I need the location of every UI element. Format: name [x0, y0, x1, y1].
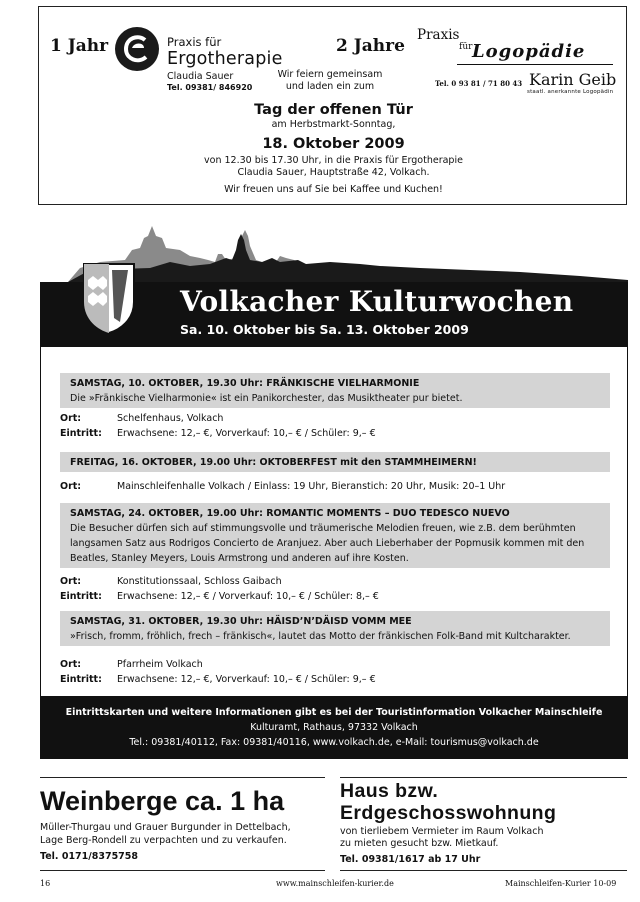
volkach-coat-of-arms-icon	[82, 262, 136, 334]
open-house-title: Tag der offenen Tür	[254, 102, 413, 118]
kulturwochen-footer	[40, 696, 628, 759]
invite-text	[275, 69, 385, 93]
tickets-info: Eintrittskarten und weitere Informationen gibt es bei der Touristinformation Volkacher Mainschleife	[65, 707, 603, 718]
ort-row	[60, 574, 610, 589]
ort-label: Ort:	[60, 576, 82, 587]
open-house-details	[39, 155, 628, 179]
ort-label: Ort:	[60, 413, 82, 424]
wohnung-ad-line: von tierliebem Vermieter im Raum Volkach	[340, 826, 544, 837]
eintritt-row	[60, 589, 610, 604]
invite-line: und laden ein zum	[285, 81, 375, 92]
ort-row	[60, 657, 610, 672]
event-card	[60, 452, 610, 472]
open-house-date: 18. Oktober 2009	[262, 136, 405, 152]
footer-url[interactable]: www.mainschleifen-kurier.de	[276, 879, 394, 888]
weinberge-ad-line: Lage Berg-Rondell zu verpachten und zu verkaufen.	[40, 835, 287, 846]
wohnung-ad-text	[340, 826, 543, 850]
logopaedie-praxis: Praxis	[417, 27, 460, 43]
ort-value: Pfarrheim Volkach	[117, 659, 203, 670]
ergo-line2: Ergotherapie	[167, 49, 283, 69]
divider	[340, 870, 627, 871]
ort-row	[60, 411, 610, 426]
ort-label: Ort:	[60, 481, 82, 492]
event-info	[60, 479, 610, 494]
weinberge-ad-text	[40, 821, 291, 847]
ergotherapie-logopaedie-ad	[38, 6, 627, 205]
footer-issue: Mainschleifen-Kurier 10-09	[505, 879, 617, 888]
eintritt-label: Eintritt:	[60, 428, 102, 439]
weinberge-ad-line: Müller-Thurgau und Grauer Burgunder in Dettelbach,	[40, 822, 291, 833]
event-card	[60, 373, 610, 408]
wohnung-ad-title	[340, 780, 556, 824]
wohnung-ad-title-line: Erdgeschosswohnung	[340, 802, 557, 824]
event-description: »Frisch, fromm, fröhlich, frech – fränkisch«, lautet das Motto der fränkischen Folk-Band mit Kultcharakter.	[70, 631, 571, 642]
logopaedie-person: Karin Geib	[529, 70, 617, 89]
eintritt-row	[60, 426, 610, 441]
logopaedie-tel: Tel. 0 93 81 / 71 80 43	[435, 79, 523, 88]
event-header	[60, 611, 610, 646]
eintritt-label: Eintritt:	[60, 674, 102, 685]
eintritt-value: Erwachsene: 12,– € / Vorverkauf: 10,– € / Schüler: 8,– €	[117, 591, 379, 602]
ergo-line3: Claudia Sauer	[167, 71, 234, 82]
logopaedie-logo: Logopädie	[472, 41, 586, 62]
event-heading: SAMSTAG, 10. OKTOBER, 19.30 Uhr: FRÄNKISCHE VIELHARMONIE	[70, 378, 420, 389]
event-info	[60, 657, 610, 687]
open-house-line: von 12.30 bis 17.30 Uhr, in die Praxis für Ergotherapie	[204, 155, 463, 166]
ort-label: Ort:	[60, 659, 82, 670]
logopaedie-underline	[457, 64, 613, 65]
open-house-line: Claudia Sauer, Hauptstraße 42, Volkach.	[237, 167, 430, 178]
event-card	[60, 611, 610, 646]
ort-value: Schelfenhaus, Volkach	[117, 413, 224, 424]
open-house-closing: Wir freuen uns auf Sie bei Kaffee und Kuchen!	[224, 184, 443, 195]
ort-value: Mainschleifenhalle Volkach / Einlass: 19 Uhr, Bieranstich: 20 Uhr, Musik: 20–1 Uhr	[117, 481, 506, 492]
invite-line: Wir feiern gemeinsam	[277, 69, 383, 80]
wohnung-ad-tel: Tel. 09381/1617 ab 17 Uhr	[340, 854, 481, 865]
ort-row	[60, 479, 610, 494]
event-info	[60, 411, 610, 441]
event-heading: SAMSTAG, 31. OKTOBER, 19.30 Uhr: HÄISD’N’DÄISD VOMM MEE	[70, 616, 412, 627]
tickets-contact: Tel.: 09381/40112, Fax: 09381/40116, www.volkach.de, e-Mail: tourismus@volkach.de	[129, 737, 539, 748]
event-description: Die Besucher dürfen sich auf stimmungsvolle und träumerische Melodien freuen, wie z.B. dem berühmten langsamen Satz aus Rodrigos Concierto de Aranjuez. Aber auch Lieberhaber der Popmusik kommen mit den Beatles, Stanley Meyers, Louis Armstrong und anderen auf ihre Kosten.	[70, 523, 585, 564]
eintritt-row	[60, 672, 610, 687]
open-house-block	[39, 102, 628, 195]
event-heading: SAMSTAG, 24. OKTOBER, 19.00 Uhr: ROMANTIC MOMENTS – DUO TEDESCO NUEVO	[70, 508, 510, 519]
kulturwochen-dates: Sa. 10. Oktober bis Sa. 13. Oktober 2009	[180, 322, 469, 337]
weinberge-ad-title: Weinberge ca. 1 ha	[40, 786, 285, 816]
divider	[340, 777, 627, 778]
event-heading: FREITAG, 16. OKTOBER, 19.00 Uhr: OKTOBERFEST mit den STAMMHEIMERN!	[70, 457, 477, 468]
divider	[40, 777, 325, 778]
event-card	[60, 503, 610, 568]
ergo-tel: Tel. 09381/ 846920	[167, 83, 253, 92]
ergotherapie-logo-icon	[114, 26, 160, 72]
event-header	[60, 373, 610, 408]
eintritt-value: Erwachsene: 12,– €, Vorverkauf: 10,– € / Schüler: 9,– €	[117, 428, 376, 439]
eintritt-label: Eintritt:	[60, 591, 102, 602]
page-number: 16	[40, 879, 51, 888]
logopaedie-subtitle: staatl. anerkannte Logopädin	[527, 89, 614, 95]
open-house-subtitle: am Herbstmarkt-Sonntag,	[271, 119, 396, 130]
eintritt-value: Erwachsene: 12,– €, Vorverkauf: 10,– € / Schüler: 9,– €	[117, 674, 376, 685]
kulturwochen-program	[40, 347, 628, 696]
event-header	[60, 503, 610, 568]
anniversary-left: 1 Jahr	[50, 36, 109, 56]
anniversary-right: 2 Jahre	[336, 36, 405, 56]
tickets-address: Kulturamt, Rathaus, 97332 Volkach	[250, 722, 418, 733]
logopaedie-fuer: für	[459, 42, 473, 52]
ergo-line1: Praxis für	[167, 35, 222, 49]
ergotherapie-name-block	[167, 35, 283, 92]
wohnung-ad-line: zu mieten gesucht bzw. Mietkauf.	[340, 838, 499, 849]
weinberge-ad-tel: Tel. 0171/8375758	[40, 851, 139, 862]
event-description: Die »Fränkische Vielharmonie« ist ein Panikorchester, das Musiktheater pur bietet.	[70, 393, 463, 404]
ort-value: Konstitutionssaal, Schloss Gaibach	[117, 576, 282, 587]
event-header	[60, 452, 610, 472]
event-info	[60, 574, 610, 604]
kulturwochen-title: Volkacher Kulturwochen	[180, 285, 574, 318]
divider	[40, 870, 325, 871]
wohnung-ad-title-line: Haus bzw.	[340, 780, 439, 802]
